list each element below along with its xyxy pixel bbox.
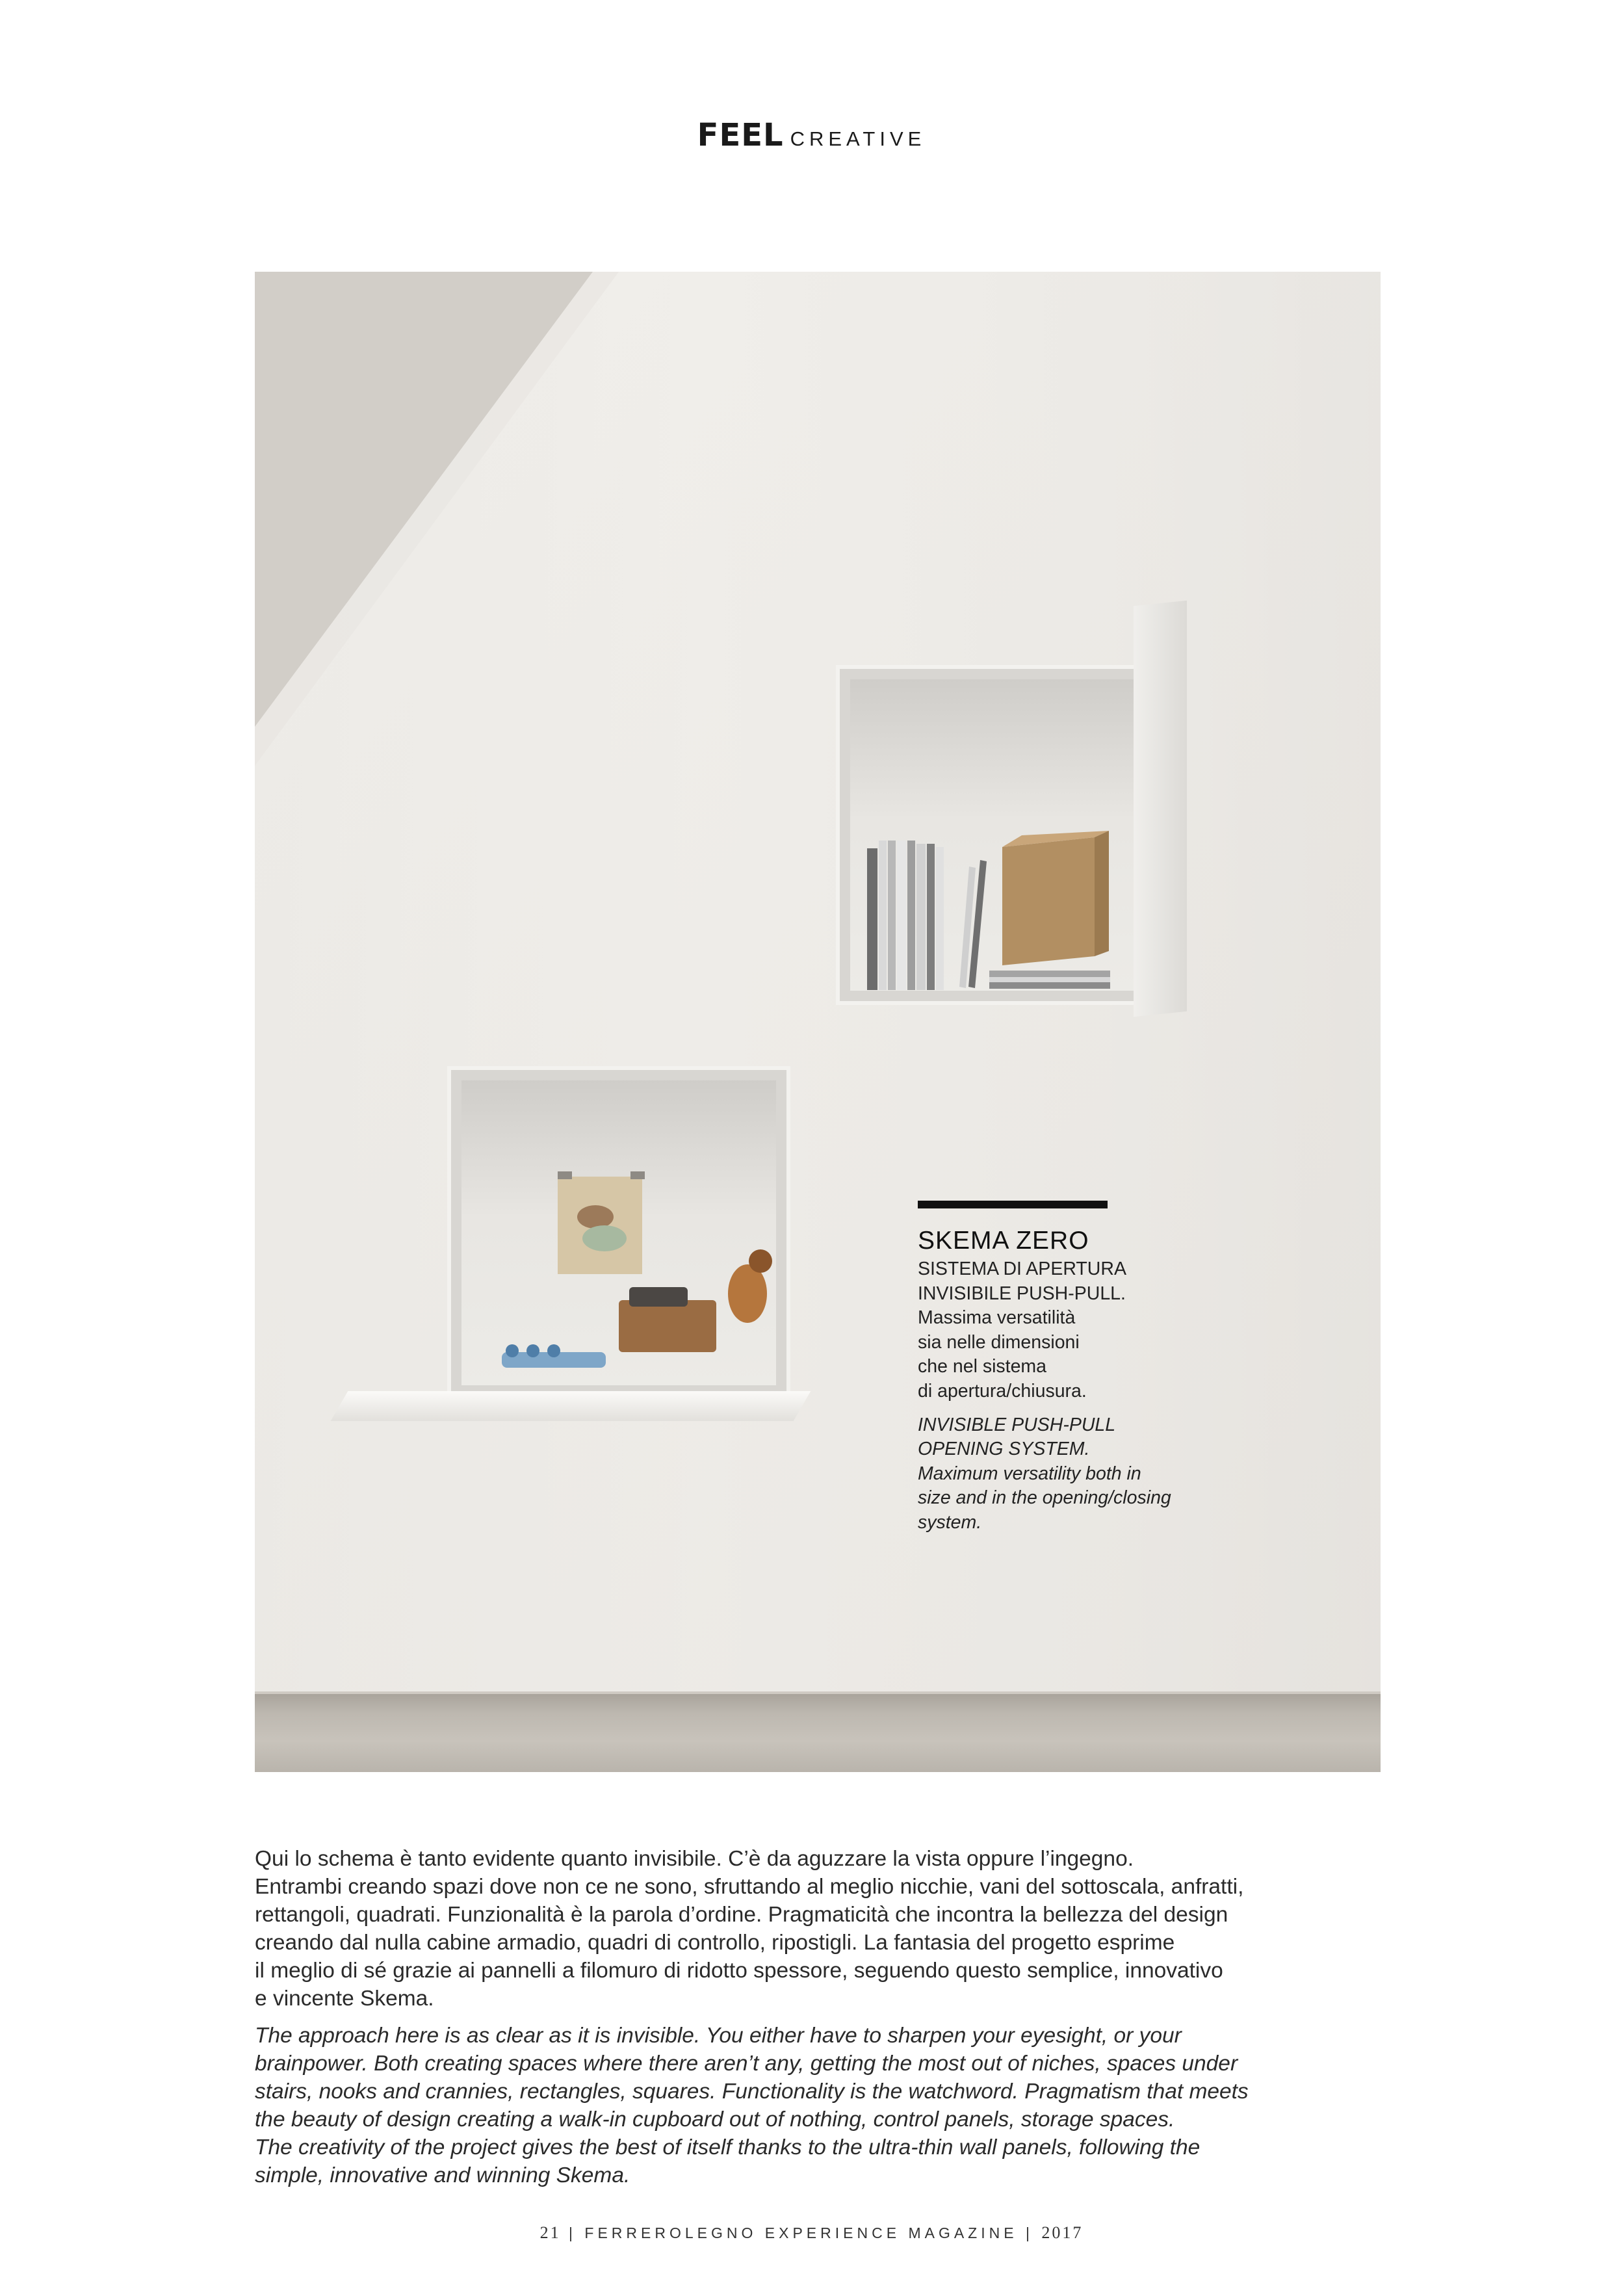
body-en-line: The approach here is as clear as it is invisible. You either have to sharpen your eyesight, or your — [255, 2024, 1182, 2048]
caption-it-line: che nel sistema — [918, 1356, 1047, 1377]
body-en-line: The creativity of the project gives the best of itself thanks to the ultra-thin wall panels, following the — [255, 2135, 1201, 2159]
caption-en-line: system. — [918, 1512, 982, 1533]
caption-rule — [918, 1201, 1108, 1208]
body-it-line: creando dal nulla cabine armadio, quadri di controllo, ripostigli. La fantasia del progetto esprime — [255, 1931, 1175, 1955]
books-and-box — [836, 665, 1148, 1005]
caption-title: SKEMA ZERO — [918, 1227, 1089, 1255]
footer-separator: | — [569, 2224, 577, 2241]
magazine-year: 2017 — [1041, 2223, 1084, 2242]
body-en-line: the beauty of design creating a walk-in cupboard out of nothing, control panels, storage spaces. — [255, 2107, 1175, 2132]
page-number: 21 — [539, 2223, 561, 2242]
product-photo — [255, 272, 1381, 1772]
caption-it-line: di apertura/chiusura. — [918, 1380, 1087, 1402]
caption-english — [918, 1413, 1256, 1535]
body-it-line: e vincente Skema. — [255, 1987, 434, 2011]
brand-feel-logo: FEEL — [697, 117, 784, 153]
lower-niche-flap — [331, 1391, 811, 1421]
caption-it-line: INVISIBILE PUSH-PULL. — [918, 1283, 1126, 1304]
body-en-line: simple, innovative and winning Skema. — [255, 2163, 630, 2187]
caption-en-line: INVISIBLE PUSH-PULL — [918, 1414, 1116, 1435]
caption-en-line: Maximum versatility both in — [918, 1463, 1141, 1484]
caption-it-line: SISTEMA DI APERTURA — [918, 1258, 1126, 1279]
footer-separator: | — [1025, 2224, 1033, 2241]
body-en-line: brainpower. Both creating spaces where there aren’t any, getting the most out of niches, spaces under — [255, 2052, 1238, 2076]
upper-niche-door — [1134, 601, 1187, 1017]
caption-it-line: Massima versatilità — [918, 1307, 1076, 1329]
product-caption — [918, 1201, 1256, 1535]
body-it-line: il meglio di sé grazie ai pannelli a filomuro di ridotto spessore, seguendo questo semplice, innovativo — [255, 1959, 1223, 1983]
lower-niche — [447, 1066, 790, 1400]
paragraph-english — [255, 2022, 1386, 2189]
caption-it-line: sia nelle dimensioni — [918, 1331, 1080, 1353]
brand-creative-label: CREATIVE — [790, 127, 926, 150]
body-it-line: rettangoli, quadrati. Funzionalità è la parola d’ordine. Pragmaticità che incontra la bellezza del design — [255, 1903, 1228, 1927]
page-footer — [0, 2223, 1623, 2243]
wall-light-shadow — [255, 272, 1381, 1772]
paragraph-italian — [255, 1845, 1386, 2013]
page-header — [0, 117, 1623, 153]
poster-basket-toys — [447, 1066, 790, 1400]
caption-italian — [918, 1257, 1256, 1404]
body-en-line: stairs, nooks and crannies, rectangles, squares. Functionality is the watchword. Pragmatism that meets — [255, 2080, 1249, 2104]
floor — [255, 1694, 1381, 1772]
caption-en-line: OPENING SYSTEM. — [918, 1439, 1090, 1460]
article-body — [255, 1845, 1386, 2189]
upper-niche — [836, 665, 1148, 1005]
body-it-line: Entrambi creando spazi dove non ce ne sono, sfruttando al meglio nicchie, vani del sottoscala, anfratti, — [255, 1875, 1244, 1899]
magazine-name: FERREROLEGNO EXPERIENCE MAGAZINE — [584, 2224, 1018, 2241]
body-it-line: Qui lo schema è tanto evidente quanto invisibile. C’è da aguzzare la vista oppure l’ingegno. — [255, 1847, 1134, 1871]
caption-en-line: size and in the opening/closing — [918, 1487, 1171, 1509]
